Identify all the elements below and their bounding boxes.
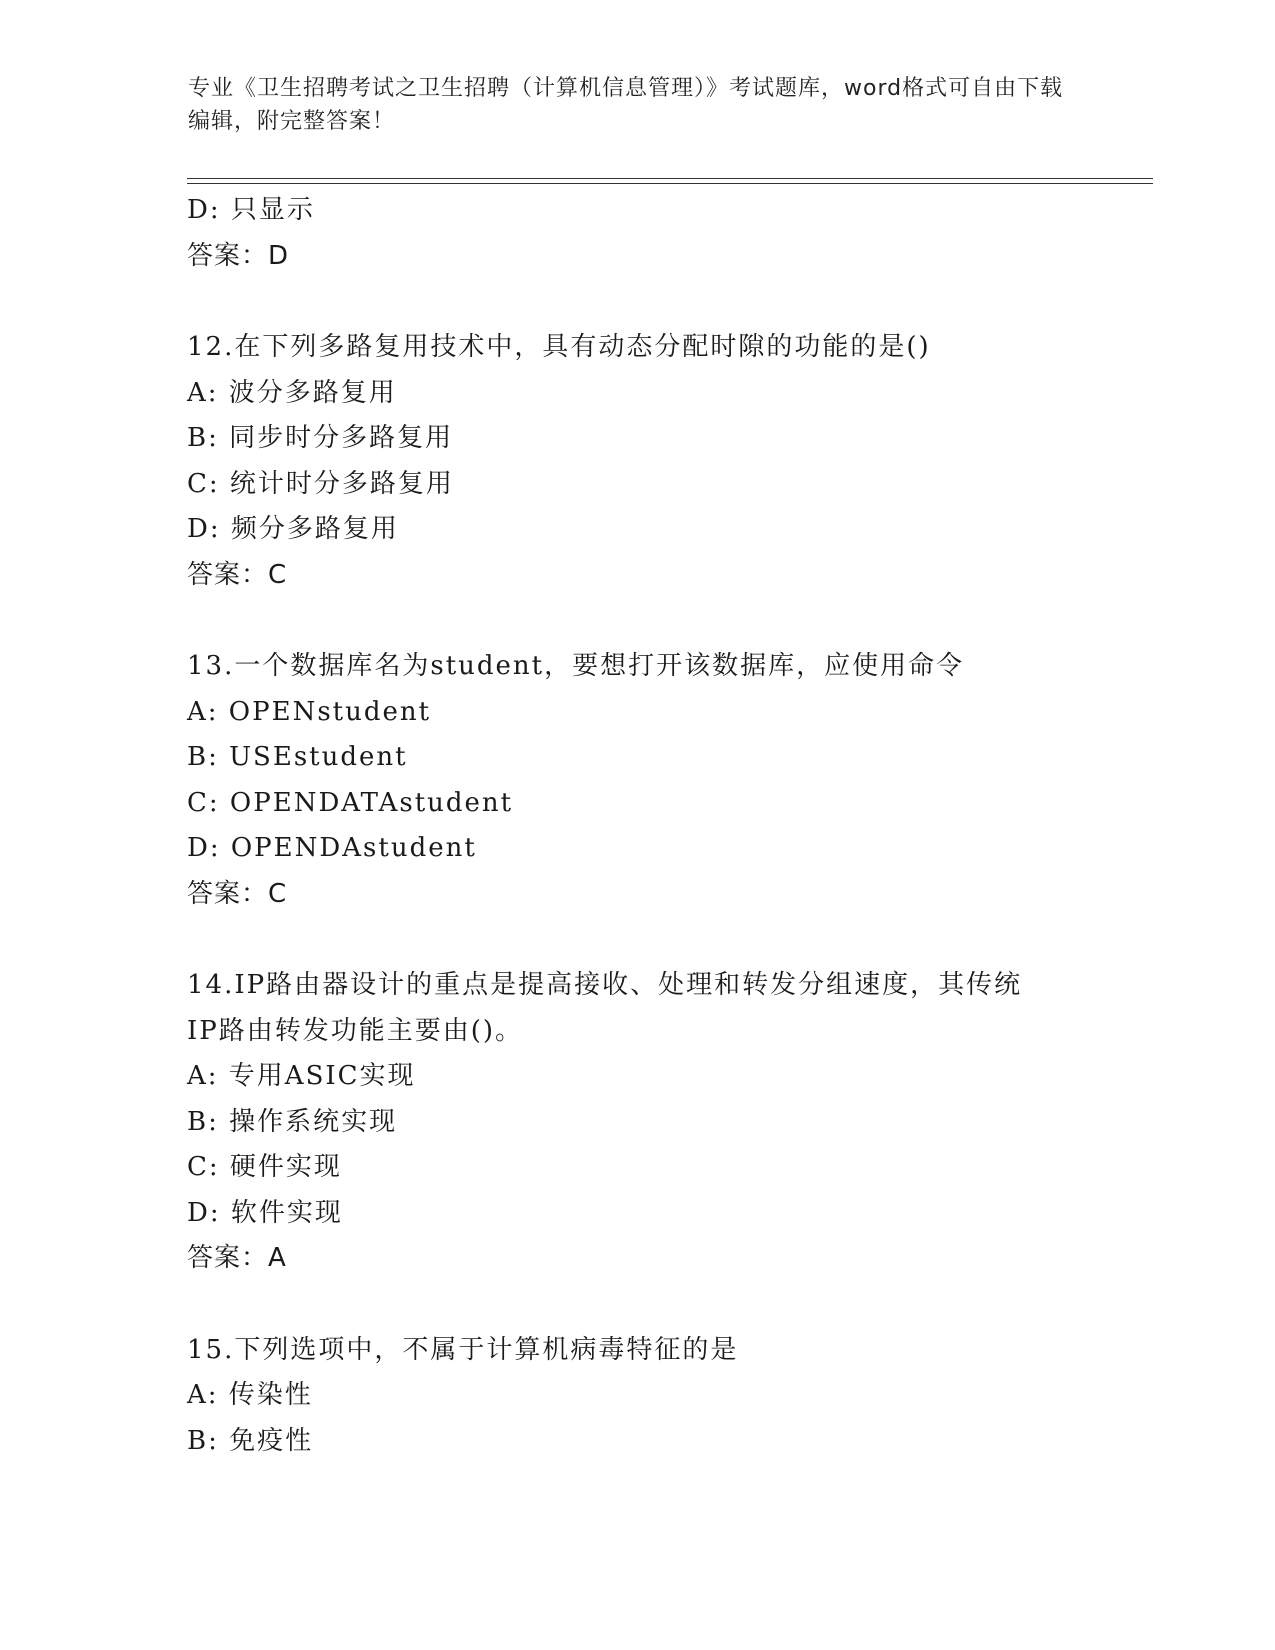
question-list — [187, 188, 1107, 1464]
option-b: B: 操作系统实现 — [187, 1106, 398, 1137]
option-d: D: 只显示 — [187, 195, 315, 225]
question-stem-line-2: IP路由转发功能主要由()。 — [187, 1015, 524, 1046]
option-d: D: 频分多路复用 — [187, 514, 399, 544]
option-d: D: 软件实现 — [187, 1197, 343, 1228]
option-b: B: 同步时分多路复用 — [187, 423, 454, 453]
spacer — [187, 598, 1107, 644]
question-11-tail — [187, 188, 1107, 279]
spacer — [187, 279, 1107, 325]
header-divider-secondary — [187, 183, 1153, 184]
option-a: A: 传染性 — [187, 1380, 313, 1410]
document-header: 专业《卫生招聘考试之卫生招聘（计算机信息管理）》考试题库，word格式可自由下载编辑，附完整答案！ — [188, 76, 1064, 134]
answer: 答案：D — [187, 240, 290, 271]
option-c: C: 硬件实现 — [187, 1152, 342, 1182]
option-c: C: OPENDATAstudent — [187, 787, 514, 818]
option-b: B: 免疫性 — [187, 1425, 314, 1456]
question-stem-line-1: 14.IP路由器设计的重点是提高接收、处理和转发分组速度，其传统 — [187, 970, 1023, 1000]
option-a: A: 专用ASIC实现 — [187, 1061, 416, 1091]
option-a: A: OPENstudent — [187, 696, 432, 727]
option-a: A: 波分多路复用 — [187, 377, 397, 408]
header-divider — [187, 178, 1153, 179]
spacer — [187, 917, 1107, 963]
question-12 — [187, 325, 1107, 598]
answer: 答案：C — [187, 559, 288, 590]
question-stem: 13.一个数据库名为student，要想打开该数据库，应使用命令 — [187, 651, 965, 681]
question-stem: 12.在下列多路复用技术中，具有动态分配时隙的功能的是() — [187, 332, 931, 362]
question-14 — [187, 963, 1107, 1282]
option-d: D: OPENDAstudent — [187, 833, 477, 863]
option-b: B: USEstudent — [187, 742, 408, 772]
question-13 — [187, 644, 1107, 917]
option-c: C: 统计时分多路复用 — [187, 468, 454, 499]
answer: 答案：A — [187, 1243, 287, 1273]
spacer — [187, 1282, 1107, 1328]
answer: 答案：C — [187, 878, 288, 909]
question-15 — [187, 1328, 1107, 1465]
question-stem: 15.下列选项中，不属于计算机病毒特征的是 — [187, 1334, 739, 1365]
